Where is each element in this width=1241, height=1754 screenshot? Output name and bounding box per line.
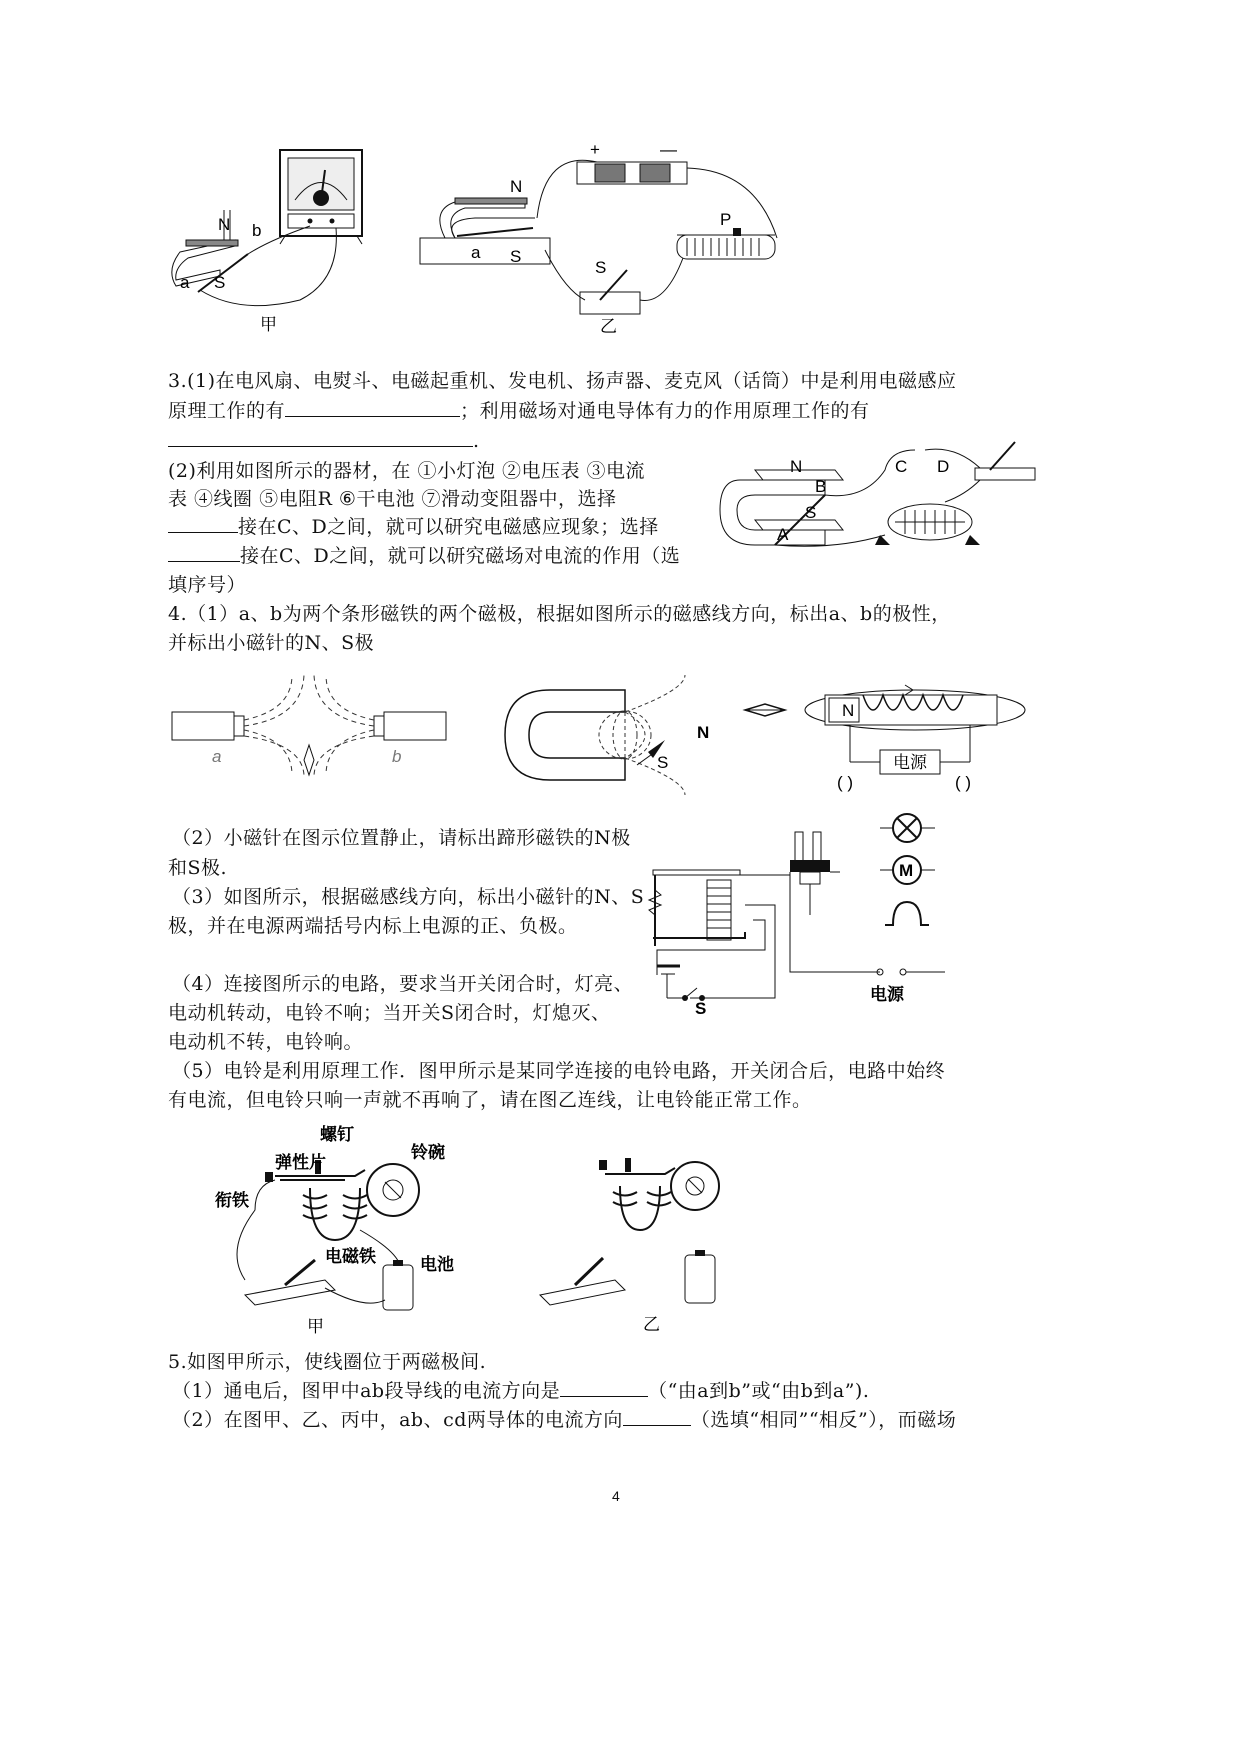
q5-line2b: （“由a到b”或“由b到a”). <box>648 1380 870 1402</box>
q3-p1-line2 <box>168 396 870 426</box>
figure-jia-galvanometer <box>160 140 380 340</box>
q4-fig3-n: N <box>842 701 855 720</box>
q3-p1-line3 <box>168 426 480 456</box>
q3-p2-line1: (2)利用如图所示的器材，在 ①小灯泡 ②电压表 ③电流 <box>168 460 646 482</box>
q4-line2: 并标出小磁针的N、S极 <box>168 632 375 654</box>
q3-blank-1[interactable] <box>285 396 460 417</box>
q3-p1-line3-end: . <box>473 430 480 452</box>
q4-horseshoe-figure <box>485 680 725 790</box>
q5-line2a: （1）通电后，图甲中ab段导线的电流方向是 <box>172 1380 561 1402</box>
q4-line1: 4.（1）a、b为两个条形磁铁的两个磁极，根据如图所示的磁感线方向，标出a、b的极性， <box>168 603 951 625</box>
q4-p3-line2: 极，并在电源两端括号内标上电源的正、负极。 <box>168 915 578 937</box>
q4-fig2-s: S <box>657 753 669 772</box>
q5-line3a: （2）在图甲、乙、丙中，ab、cd两导体的电流方向 <box>172 1409 623 1431</box>
q4-p4-line1: （4）连接图所示的电路，要求当开关闭合时，灯亮、 <box>172 973 634 995</box>
yi-switch-s-label: S <box>595 258 607 277</box>
q4-p5-line1: （5）电铃是利用原理工作．图甲所示是某同学连接的电铃电路，开关闭合后，电路中始终 <box>172 1060 946 1082</box>
relay-power-label: 电源 <box>870 985 904 1004</box>
q3-p2-line3-text: 接在C、D之间，就可以研究电磁感应现象；选择 <box>238 516 659 538</box>
q4-fig2-n: N <box>697 723 710 742</box>
yi-s-label: S <box>510 247 522 266</box>
q5-line1: 5.如图甲所示，使线圈位于两磁极间. <box>168 1351 487 1373</box>
q4-fig3-power: 电源 <box>893 753 927 772</box>
q3-p1-line2b: ；利用磁场对通电导体有力的作用原理工作的有 <box>460 400 870 422</box>
q5-line2 <box>172 1376 869 1406</box>
q4-fig3-bracket-right: ( ) <box>955 773 972 792</box>
bell-yi-caption: 乙 <box>643 1315 660 1334</box>
q5-blank-1[interactable] <box>560 1376 648 1397</box>
relay-s-label: S <box>695 999 707 1018</box>
q5-line3b: （选填“相同”“相反”），而磁场 <box>690 1409 957 1431</box>
bell-figure-jia <box>215 1120 475 1335</box>
q4-fig1-b: b <box>392 747 402 766</box>
q3-p2-line4 <box>168 541 680 571</box>
q3-blank-2[interactable] <box>168 426 473 447</box>
bell-jia-caption: 甲 <box>307 1317 324 1336</box>
q4-p5-line2: 有电流，但电铃只响一声就不再响了，请在图乙连线，让电铃能正常工作。 <box>168 1089 812 1111</box>
q4-p2-line1: （2）小磁针在图示位置静止，请标出蹄形磁铁的N极 <box>172 827 631 849</box>
bell-spring-label: 弹性片 <box>275 1153 326 1172</box>
q3-fig-c: C <box>895 457 908 476</box>
q3-figure <box>715 440 1040 560</box>
yi-caption: 乙 <box>600 317 617 336</box>
yi-minus-label: — <box>660 140 677 159</box>
q3-p1-line1: 3.(1)在电风扇、电熨斗、电磁起重机、发电机、扬声器、麦克风（话筒）中是利用电磁感应 <box>168 370 957 392</box>
q3-p2-line5: 填序号） <box>168 574 247 596</box>
q3-p2-line4-text: 接在C、D之间，就可以研究磁场对电流的作用（选 <box>240 545 681 567</box>
yi-n-label: N <box>510 177 523 196</box>
q3-p2-line3 <box>168 512 659 542</box>
q4-solenoid-figure <box>745 680 1025 795</box>
q4-fig1-a: a <box>212 747 222 766</box>
q5-line3 <box>172 1405 956 1435</box>
motor-symbol: M <box>899 861 914 880</box>
q4-fig3-bracket-left: ( ) <box>837 773 854 792</box>
q4-p4-line3: 电动机不转，电铃响。 <box>168 1031 364 1053</box>
jia-s-label: S <box>214 273 226 292</box>
q4-bar-magnets-figure <box>172 670 447 780</box>
bell-electromagnet-label: 电磁铁 <box>325 1247 376 1266</box>
bell-figure-yi <box>535 1130 745 1335</box>
figure-yi-circuit <box>415 140 795 340</box>
q3-fig-s: S <box>805 503 817 522</box>
q3-fig-a: A <box>777 525 789 544</box>
jia-b-label: b <box>252 221 262 240</box>
bell-armature-label: 衔铁 <box>215 1191 249 1210</box>
q4-p4-line2: 电动机转动，电铃不响；当开关S闭合时，灯熄灭、 <box>168 1002 611 1024</box>
jia-caption: 甲 <box>260 315 277 334</box>
yi-p-label: P <box>720 210 732 229</box>
jia-n-label: N <box>218 215 231 234</box>
q3-fig-b: B <box>815 477 827 496</box>
q5-blank-2[interactable] <box>623 1405 691 1426</box>
q4-p2-line2: 和S极. <box>168 857 228 879</box>
q3-p1-line2a: 原理工作的有 <box>168 400 286 422</box>
yi-plus-label: + <box>590 140 600 159</box>
q4-relay-figure <box>645 810 955 1020</box>
q4-p3-line1: （3）如图所示，根据磁感线方向，标出小磁针的N、S <box>172 886 645 908</box>
bell-bowl-label: 铃碗 <box>411 1143 445 1162</box>
bell-screw-label: 螺钉 <box>320 1125 354 1144</box>
yi-a-label: a <box>471 243 481 262</box>
q3-fig-d: D <box>937 457 950 476</box>
jia-a-label: a <box>180 273 190 292</box>
page-number: 4 <box>612 1488 620 1504</box>
q3-p2-line2: 表 ④线圈 ⑤电阻R ⑥干电池 ⑦滑动变阻器中，选择 <box>168 488 617 510</box>
q3-blank-3[interactable] <box>168 512 238 533</box>
q3-blank-4[interactable] <box>168 541 240 562</box>
bell-battery-label: 电池 <box>420 1255 454 1274</box>
q3-fig-n: N <box>790 457 803 476</box>
